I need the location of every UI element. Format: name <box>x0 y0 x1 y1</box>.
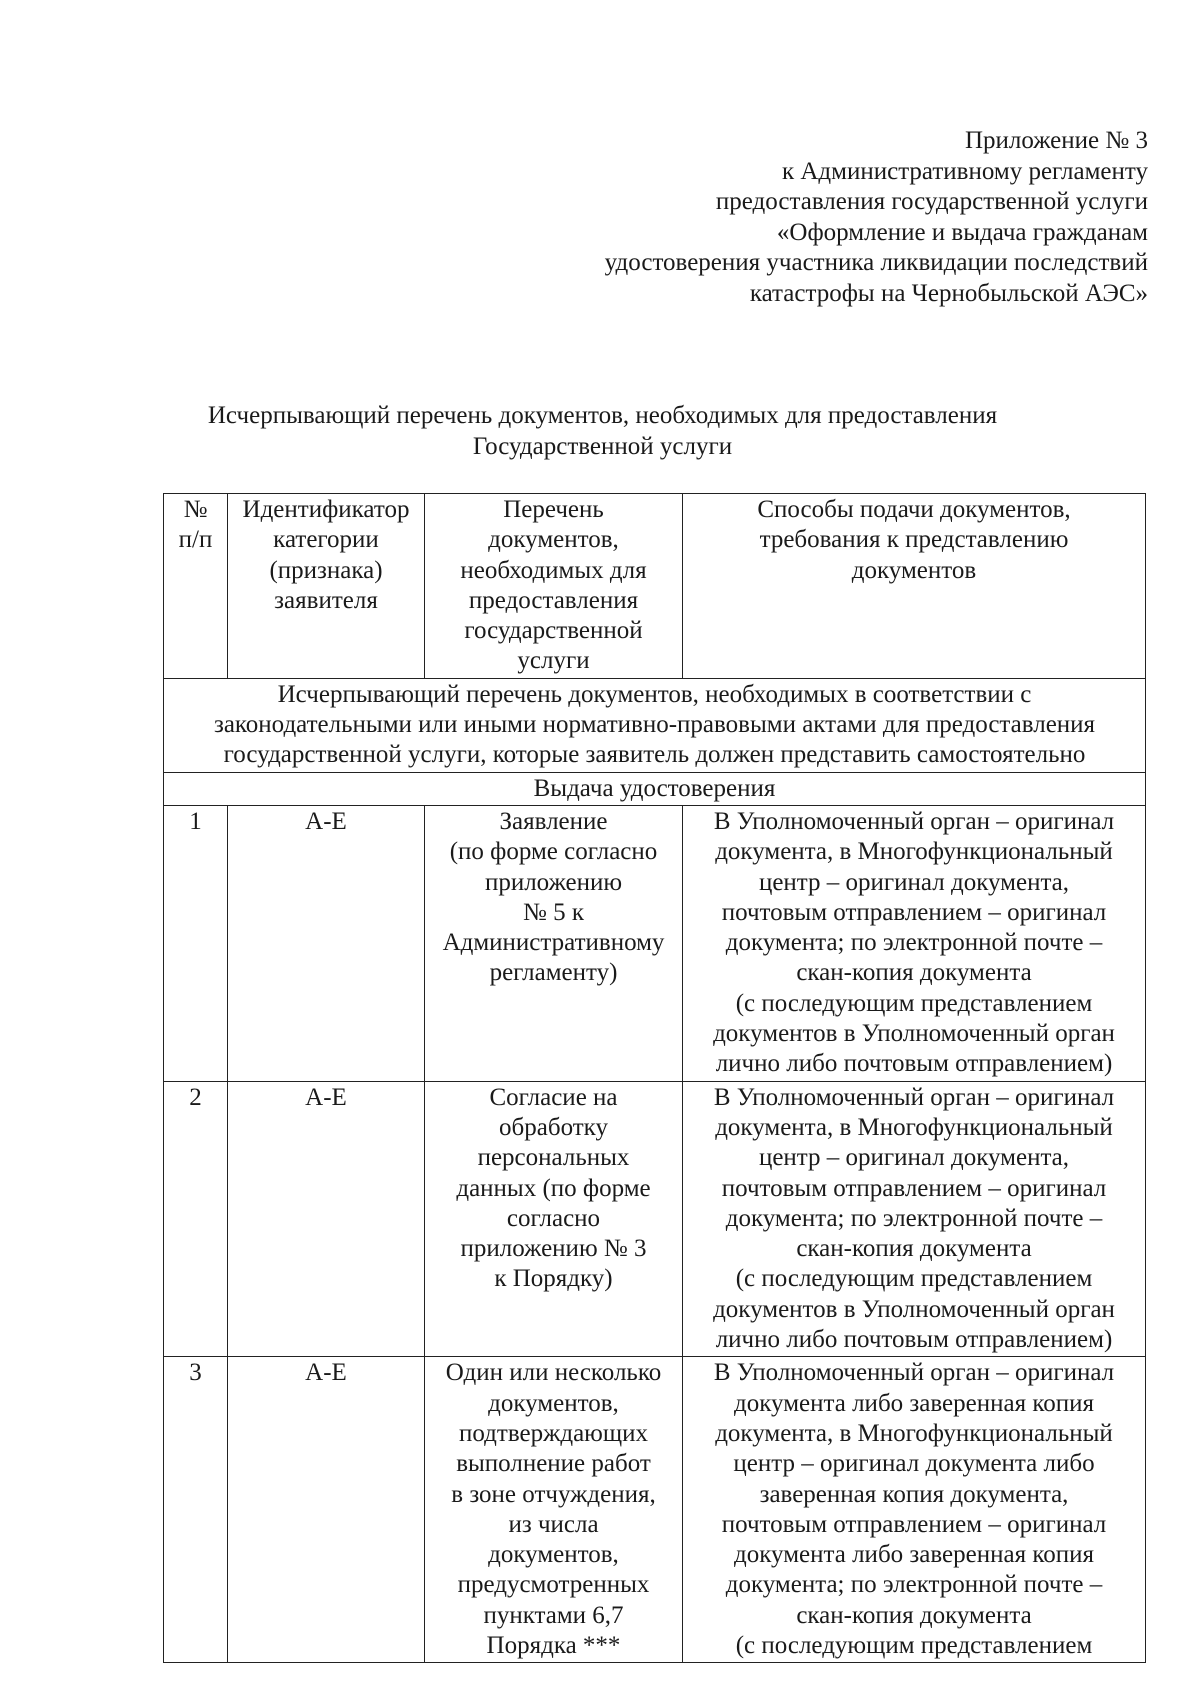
cell-line: приложению № 3 <box>460 1235 647 1263</box>
cell-line: Порядка *** <box>486 1631 621 1659</box>
cell-line: В Уполномоченный орган – оригинал <box>713 1083 1115 1111</box>
cell-line: согласно <box>506 1204 601 1232</box>
cell-line: лично либо почтовым отправлением) <box>715 1326 1113 1354</box>
annex-line: «Оформление и выдача гражданам <box>776 218 1148 246</box>
cell-line: Административному <box>442 929 665 957</box>
row-number: 1 <box>164 805 228 1081</box>
row-number: 2 <box>164 1081 228 1357</box>
cell-line: документа; по электронной почте – <box>725 1571 1103 1599</box>
row-methods <box>683 1357 1146 1663</box>
header-text: п/п <box>178 526 213 554</box>
cell-line: центр – оригинал документа либо <box>733 1450 1095 1478</box>
header-text: услуги <box>517 647 590 675</box>
row-documents <box>425 805 683 1081</box>
section-header <box>164 678 1146 772</box>
cell-line: персональных <box>477 1144 630 1172</box>
header-text: государственной <box>464 617 643 645</box>
header-text: № <box>183 496 208 523</box>
row-documents <box>425 1081 683 1357</box>
cell-line: почтовым отправлением – оригинал <box>721 1174 1107 1202</box>
cell-line: скан-копия документа <box>796 1235 1032 1263</box>
document-title <box>150 400 1055 462</box>
cell-line: лично либо почтовым отправлением) <box>715 1050 1113 1078</box>
header-text: (признака) <box>269 556 383 584</box>
cell-line: приложению <box>484 868 623 896</box>
title-line: Исчерпывающий перечень документов, необходимых для предоставления <box>207 402 998 429</box>
cell-line: центр – оригинал документа, <box>758 1144 1070 1172</box>
cell-line: выполнение работ <box>456 1450 651 1478</box>
cell-line: документов, <box>488 1541 619 1569</box>
row-documents <box>425 1357 683 1663</box>
cell-line: скан-копия документа <box>796 959 1032 987</box>
cell-line: из числа <box>508 1510 599 1538</box>
annex-line: Приложение № 3 <box>964 127 1148 154</box>
header-text: категории <box>273 526 379 554</box>
cell-line: в зоне отчуждения, <box>451 1480 656 1508</box>
header-text: Идентификатор <box>242 496 410 523</box>
cell-line: документа; по электронной почте – <box>725 1204 1103 1232</box>
table-row <box>164 1081 1146 1357</box>
table-row <box>164 805 1146 1081</box>
header-text: предоставления <box>468 586 639 614</box>
cell-line: Согласие на <box>489 1083 618 1111</box>
cell-line: документа, в Многофункциональный <box>715 1419 1113 1447</box>
cell-line: центр – оригинал документа, <box>758 868 1070 896</box>
annex-line: катастрофы на Чернобыльской АЭС» <box>749 279 1148 307</box>
header-text: документов <box>851 556 977 584</box>
subsection-header-row <box>164 772 1146 805</box>
annex-line: удостоверения участника ликвидации последствий <box>604 249 1148 276</box>
cell-line: почтовым отправлением – оригинал <box>721 898 1107 926</box>
section-header-text: Исчерпывающий перечень документов, необходимых в соответствии с <box>277 680 1032 708</box>
subsection-header: Выдача удостоверения <box>164 772 1146 805</box>
cell-line: (с последующим представлением <box>735 989 1093 1017</box>
cell-line: (по форме согласно <box>449 838 658 866</box>
header-text: заявителя <box>274 586 378 614</box>
cell-line: (с последующим представлением <box>735 1631 1093 1659</box>
cell-line: документов в Уполномоченный орган <box>713 1020 1115 1048</box>
table-row <box>164 1357 1146 1663</box>
annex-line: предоставления государственной услуги <box>715 188 1148 215</box>
cell-line: обработку <box>499 1113 608 1141</box>
header-text: Способы подачи документов, <box>757 496 1071 523</box>
cell-line: Один или несколько <box>445 1359 662 1387</box>
cell-line: пунктами 6,7 <box>483 1601 624 1629</box>
header-documents <box>425 494 683 679</box>
cell-line: к Порядку) <box>494 1265 613 1293</box>
section-header-text: государственной услуги, которые заявитель должен представить самостоятельно <box>223 741 1086 769</box>
section-header-text: законодательными или иными нормативно-правовыми актами для предоставления <box>213 711 1096 739</box>
cell-line: предусмотренных <box>457 1571 650 1599</box>
cell-line: документа, в Многофункциональный <box>715 838 1113 866</box>
header-text: Перечень <box>503 496 604 523</box>
table-header-row <box>164 494 1146 679</box>
cell-line: заверенная копия документа, <box>759 1480 1069 1508</box>
cell-line: документа либо заверенная копия <box>734 1389 1094 1417</box>
cell-line: подтверждающих <box>459 1419 648 1447</box>
title-line: Государственной услуги <box>472 433 733 460</box>
cell-line: документа, в Многофункциональный <box>715 1113 1113 1141</box>
header-text: необходимых для <box>460 556 647 584</box>
cell-line: документов, <box>488 1389 619 1417</box>
cell-line: В Уполномоченный орган – оригинал <box>713 807 1115 835</box>
cell-line: скан-копия документа <box>796 1601 1032 1629</box>
row-methods <box>683 1081 1146 1357</box>
row-methods <box>683 805 1146 1081</box>
cell-line: почтовым отправлением – оригинал <box>721 1510 1107 1538</box>
header-text: требования к представлению <box>759 526 1069 554</box>
header-methods <box>683 494 1146 679</box>
cell-line: документа либо заверенная копия <box>734 1541 1094 1569</box>
cell-line: Заявление <box>499 807 608 835</box>
section-header-row <box>164 678 1146 772</box>
row-category: А-Е <box>228 1357 425 1663</box>
row-category: А-Е <box>228 1081 425 1357</box>
cell-line: (с последующим представлением <box>735 1265 1093 1293</box>
documents-table <box>163 493 1146 1663</box>
cell-line: документов в Уполномоченный орган <box>713 1295 1115 1323</box>
row-category: А-Е <box>228 805 425 1081</box>
cell-line: регламенту) <box>489 959 618 987</box>
row-number: 3 <box>164 1357 228 1663</box>
cell-line: документа; по электронной почте – <box>725 929 1103 957</box>
cell-line: данных (по форме <box>456 1174 651 1202</box>
header-number <box>164 494 228 679</box>
header-category <box>228 494 425 679</box>
annex-line: к Административному регламенту <box>781 157 1148 185</box>
annex-heading <box>508 126 1148 309</box>
header-text: документов, <box>488 526 619 554</box>
cell-line: В Уполномоченный орган – оригинал <box>713 1359 1115 1387</box>
cell-line: № 5 к <box>523 898 584 926</box>
